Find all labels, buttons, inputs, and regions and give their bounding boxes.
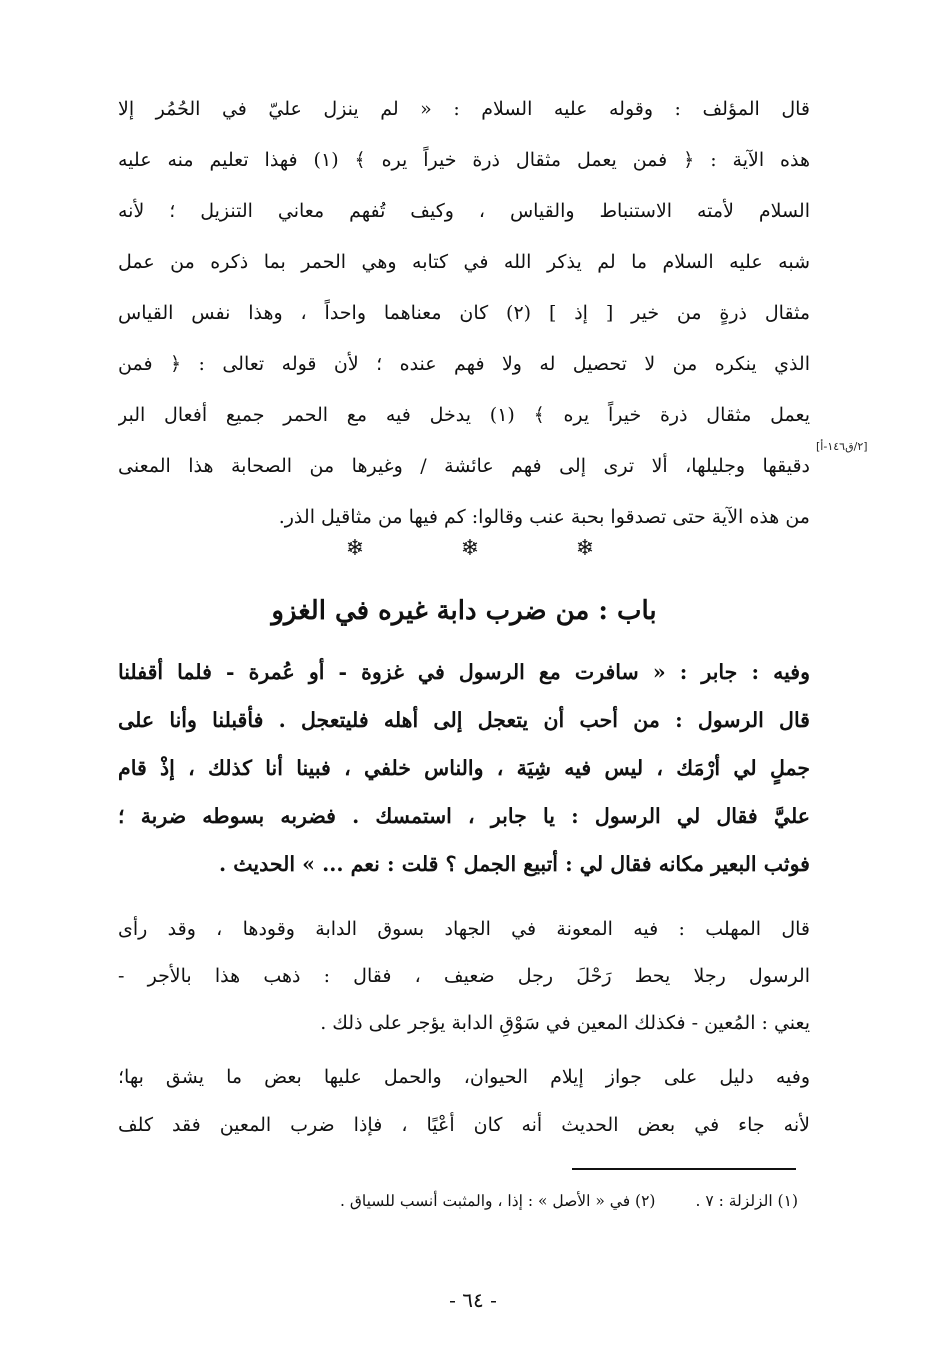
asterisk-ornament-icon: ❄	[345, 536, 365, 561]
paragraph-commentary	[118, 84, 810, 543]
footnotes	[190, 1186, 798, 1216]
footnote-divider	[572, 1168, 796, 1170]
text-line: دقيقها وجليلها، ألا ترى إلى فهم عائشة / وغيرها من الصحابة هذا المعنى	[118, 455, 810, 477]
asterisk-ornament-icon: ❄	[575, 536, 595, 561]
text-line: يعمل مثقال ذرة خيراً يره ﴾ (١) يدخل فيه مع الحمر جميع أفعال البر	[118, 404, 810, 426]
section-separator	[340, 536, 600, 561]
text-line: وفيه دليل على جواز إيلام الحيوان، والحمل عليها بعض ما يشق بها؛	[118, 1066, 810, 1088]
text-line: الرسول رجلا يحط رَحْلَ رجل ضعيف ، فقال : ذهب هذا بالأجر -	[118, 965, 810, 987]
page-number: - ٦٤ -	[449, 1288, 497, 1312]
text-line: من هذه الآية حتى تصدقوا بحبة عنب وقالوا: كم فيها من مثاقيل الذر.	[278, 506, 810, 528]
hadith-text	[118, 648, 810, 888]
text-line: عليَّ فقال لي الرسول : يا جابر ، استمسك . فضربه بسوطه ضربة ؛	[118, 804, 810, 828]
text-line: هذه الآية : ﴿ فمن يعمل مثقال ذرة خيراً يره ﴾ (١) فهذا تعليم منه عليه	[118, 149, 810, 171]
chapter-heading: باب : من ضرب دابة غيره في الغزو	[271, 596, 657, 626]
asterisk-ornament-icon: ❄	[460, 536, 480, 561]
text-line: السلام لأمته الاستنباط والقياس ، وكيف تُفهم معاني التنزيل ؛ لأنه	[118, 200, 810, 222]
text-line: جملٍ لي أرْمَك ، ليس فيه شِيَة ، والناس خلفي ، فبينا أنا كذلك ، إذْ قام	[118, 756, 810, 780]
paragraph-muhallab	[118, 906, 810, 1047]
manuscript-folio-note: [٢/ق١٤٦-أ]	[816, 440, 868, 453]
text-line: قال الرسول : من أحب أن يتعجل إلى أهله فليتعجل . فأقبلنا وأنا على	[118, 708, 810, 732]
text-line: قال المؤلف : وقوله عليه السلام : « لم ينزل عليّ في الحُمُر إلا	[118, 98, 810, 120]
footnote-2: (٢) في « الأصل » : إذا ، والمثبت أنسب للسياق .	[340, 1192, 656, 1210]
text-line: فوثب البعير مكانه فقال لي : أتبيع الجمل ؟ قلت : نعم ... » الحديث .	[218, 852, 810, 876]
paragraph-evidence	[118, 1053, 810, 1149]
text-line: مثقال ذرةٍ من خير [ إذ ] (٢) كان معناهما واحداً ، وهذا نفس القياس	[118, 302, 810, 324]
text-line: يعني : المُعين - فكذلك المعين في سَوْقِ الدابة يؤجر على ذلك .	[320, 1012, 810, 1034]
text-line: شبه عليه السلام ما لم يذكر الله في كتابه وهي الحمر بما ذكره من عمل	[118, 251, 810, 273]
text-line: الذي ينكره من لا تحصيل له ولا فهم عنده ؛ لأن قوله تعالى : ﴿ فمن	[118, 353, 810, 375]
text-line: قال المهلب : فيه المعونة في الجهاد بسوق الدابة وقودها ، وقد رأى	[118, 918, 810, 940]
footnote-1: (١) الزلزلة : ٧ .	[695, 1192, 798, 1210]
text-line: لأنه جاء في بعض الحديث أنه كان أعْيًا ، فإذا ضرب المعين فقد كلف	[118, 1114, 810, 1136]
text-line: وفيه : جابر : « سافرت مع الرسول في غزوة - أو عُمرة - فلما أقفلنا	[118, 660, 810, 684]
